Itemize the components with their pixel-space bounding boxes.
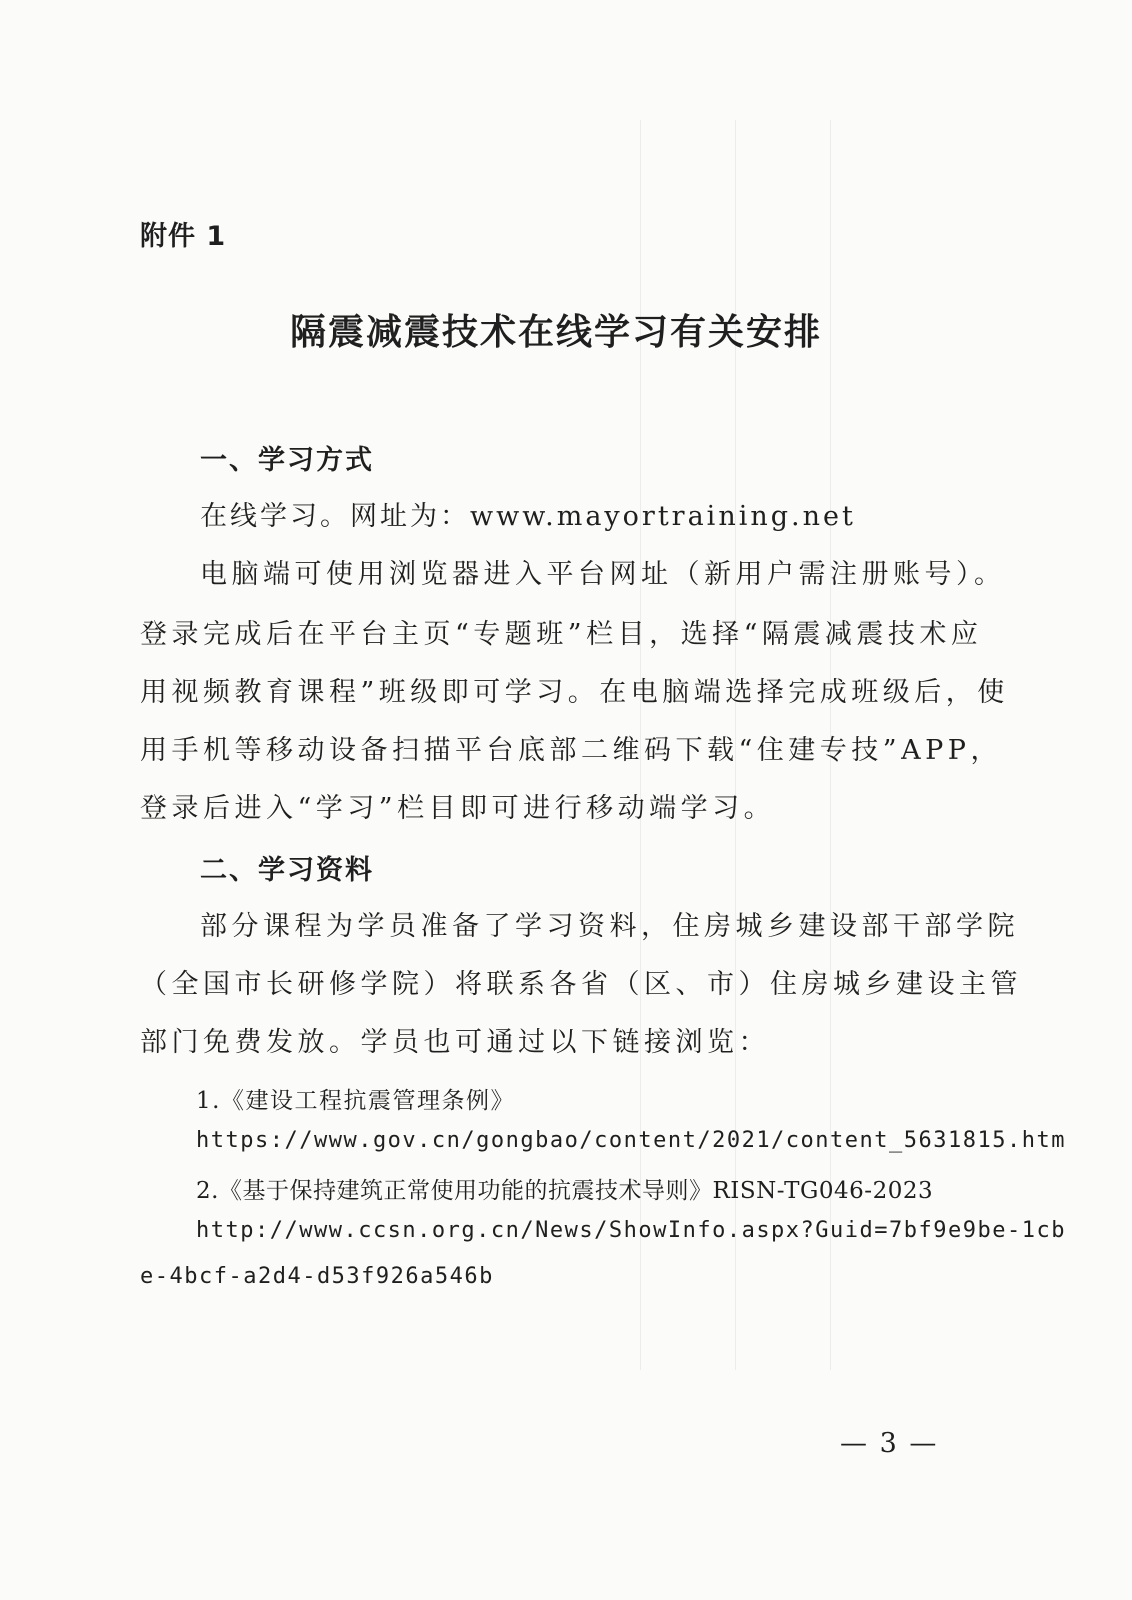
paragraph-line: 用视频教育课程”班级即可学习。在电脑端选择完成班级后，使 [140, 677, 1009, 708]
reference-title: 1.《建设工程抗震管理条例》 [196, 1088, 515, 1114]
paragraph-line: 在线学习。网址为：www.mayortraining.net [200, 501, 856, 532]
paragraph-line: 登录后进入“学习”栏目即可进行移动端学习。 [140, 793, 776, 824]
paragraph-line: 电脑端可使用浏览器进入平台网址（新用户需注册账号）。 [200, 559, 1006, 590]
section-heading-study-materials: 二、学习资料 [200, 855, 374, 886]
paragraph-line: 部门免费发放。学员也可通过以下链接浏览： [140, 1027, 770, 1058]
section-heading-study-method: 一、学习方式 [200, 445, 374, 476]
attachment-label: 附件 1 [140, 221, 227, 252]
reference-title: 2.《基于保持建筑正常使用功能的抗震技术导则》RISN-TG046-2023 [196, 1178, 934, 1204]
paragraph-line: 用手机等移动设备扫描平台底部二维码下载“住建专技”APP， [140, 735, 1002, 766]
paragraph-line: 部分课程为学员准备了学习资料，住房城乡建设部干部学院 [200, 911, 1019, 942]
reference-link[interactable]: https://www.gov.cn/gongbao/content/2021/content_5631815.htm [196, 1128, 1066, 1153]
reference-link-continued[interactable]: e-4bcf-a2d4-d53f926a546b [140, 1264, 494, 1289]
paragraph-line: 登录完成后在平台主页“专题班”栏目，选择“隔震减震技术应 [140, 619, 983, 650]
page-number: — 3 — [840, 1428, 939, 1459]
paragraph-line: （全国市长研修学院）将联系各省（区、市）住房城乡建设主管 [140, 969, 1022, 1000]
reference-link[interactable]: http://www.ccsn.org.cn/News/ShowInfo.aspx?Guid=7bf9e9be-1cb [196, 1218, 1066, 1243]
page-title: 隔震减震技术在线学习有关安排 [290, 311, 823, 353]
